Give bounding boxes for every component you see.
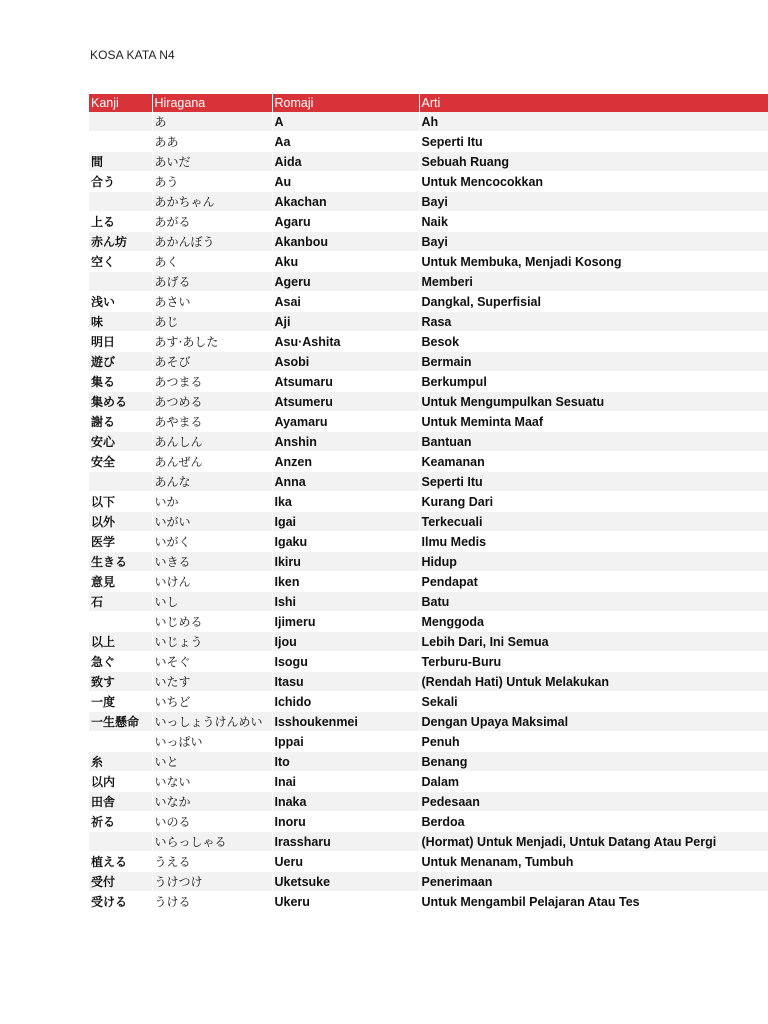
arti-cell: Naik: [419, 212, 768, 232]
kanji-cell: 集る: [89, 372, 152, 392]
table-row: [89, 572, 768, 592]
arti-cell: Lebih Dari, Ini Semua: [419, 632, 768, 652]
kanji-cell: 安心: [89, 432, 152, 452]
kanji-cell: [89, 472, 152, 492]
hiragana-cell: あく: [152, 252, 272, 272]
kanji-cell: 植える: [89, 852, 152, 872]
table-row: [89, 492, 768, 512]
kanji-cell: 一生懸命: [89, 712, 152, 732]
table-row: [89, 112, 768, 132]
arti-cell: Untuk Meminta Maaf: [419, 412, 768, 432]
table-row: [89, 872, 768, 892]
arti-cell: Pendapat: [419, 572, 768, 592]
romaji-cell: Asobi: [272, 352, 419, 372]
kanji-cell: 以下: [89, 492, 152, 512]
kanji-cell: 受ける: [89, 892, 152, 912]
romaji-cell: Au: [272, 172, 419, 192]
romaji-cell: Akachan: [272, 192, 419, 212]
hiragana-cell: あつまる: [152, 372, 272, 392]
table-row: [89, 372, 768, 392]
table-row: [89, 232, 768, 252]
arti-cell: Keamanan: [419, 452, 768, 472]
kanji-cell: 空く: [89, 252, 152, 272]
romaji-cell: Atsumaru: [272, 372, 419, 392]
romaji-cell: Anna: [272, 472, 419, 492]
romaji-cell: Inoru: [272, 812, 419, 832]
kanji-cell: 一度: [89, 692, 152, 712]
romaji-cell: Irassharu: [272, 832, 419, 852]
table-row: [89, 292, 768, 312]
kanji-cell: 集める: [89, 392, 152, 412]
arti-cell: Terkecuali: [419, 512, 768, 532]
kanji-cell: [89, 732, 152, 752]
table-row: [89, 892, 768, 912]
kanji-cell: 致す: [89, 672, 152, 692]
arti-cell: Bayi: [419, 192, 768, 212]
table-row: [89, 692, 768, 712]
kanji-cell: 謝る: [89, 412, 152, 432]
column-header-romaji: Romaji: [272, 94, 419, 112]
romaji-cell: Aku: [272, 252, 419, 272]
kanji-cell: 生きる: [89, 552, 152, 572]
arti-cell: Kurang Dari: [419, 492, 768, 512]
table-row: [89, 152, 768, 172]
kanji-cell: 田舎: [89, 792, 152, 812]
table-row: [89, 752, 768, 772]
romaji-cell: Ueru: [272, 852, 419, 872]
kanji-cell: 間: [89, 152, 152, 172]
hiragana-cell: あさい: [152, 292, 272, 312]
arti-cell: Seperti Itu: [419, 472, 768, 492]
kanji-cell: 意見: [89, 572, 152, 592]
kanji-cell: 急ぐ: [89, 652, 152, 672]
hiragana-cell: いたす: [152, 672, 272, 692]
hiragana-cell: あう: [152, 172, 272, 192]
kanji-cell: [89, 612, 152, 632]
romaji-cell: Ichido: [272, 692, 419, 712]
hiragana-cell: いない: [152, 772, 272, 792]
arti-cell: Penuh: [419, 732, 768, 752]
hiragana-cell: いちど: [152, 692, 272, 712]
hiragana-cell: うけつけ: [152, 872, 272, 892]
hiragana-cell: あげる: [152, 272, 272, 292]
romaji-cell: Ishi: [272, 592, 419, 612]
kanji-cell: 安全: [89, 452, 152, 472]
hiragana-cell: いし: [152, 592, 272, 612]
table-row: [89, 452, 768, 472]
kanji-cell: [89, 112, 152, 132]
kanji-cell: [89, 192, 152, 212]
romaji-cell: Ippai: [272, 732, 419, 752]
arti-cell: Sekali: [419, 692, 768, 712]
hiragana-cell: あそび: [152, 352, 272, 372]
table-row: [89, 792, 768, 812]
arti-cell: Besok: [419, 332, 768, 352]
kanji-cell: [89, 832, 152, 852]
arti-cell: Sebuah Ruang: [419, 152, 768, 172]
hiragana-cell: あす·あした: [152, 332, 272, 352]
column-header-hiragana: Hiragana: [152, 94, 272, 112]
kanji-cell: 以上: [89, 632, 152, 652]
table-row: [89, 432, 768, 452]
romaji-cell: Ika: [272, 492, 419, 512]
romaji-cell: Aa: [272, 132, 419, 152]
kanji-cell: [89, 272, 152, 292]
table-row: [89, 632, 768, 652]
romaji-cell: Itasu: [272, 672, 419, 692]
table-row: [89, 812, 768, 832]
hiragana-cell: いそぐ: [152, 652, 272, 672]
arti-cell: (Hormat) Untuk Menjadi, Untuk Datang Atau Pergi: [419, 832, 768, 852]
romaji-cell: Agaru: [272, 212, 419, 232]
kanji-cell: 浅い: [89, 292, 152, 312]
hiragana-cell: いと: [152, 752, 272, 772]
romaji-cell: A: [272, 112, 419, 132]
romaji-cell: Atsumeru: [272, 392, 419, 412]
kanji-cell: 明日: [89, 332, 152, 352]
hiragana-cell: いのる: [152, 812, 272, 832]
romaji-cell: Igaku: [272, 532, 419, 552]
arti-cell: Untuk Mencocokkan: [419, 172, 768, 192]
romaji-cell: Ukeru: [272, 892, 419, 912]
arti-cell: Seperti Itu: [419, 132, 768, 152]
kanji-cell: 祈る: [89, 812, 152, 832]
table-row: [89, 712, 768, 732]
romaji-cell: Asai: [272, 292, 419, 312]
table-row: [89, 592, 768, 612]
hiragana-cell: いがく: [152, 532, 272, 552]
table-row: [89, 772, 768, 792]
romaji-cell: Asu·Ashita: [272, 332, 419, 352]
arti-cell: Berkumpul: [419, 372, 768, 392]
arti-cell: Dalam: [419, 772, 768, 792]
table-row: [89, 312, 768, 332]
kanji-cell: 合う: [89, 172, 152, 192]
arti-cell: Untuk Mengambil Pelajaran Atau Tes: [419, 892, 768, 912]
kanji-cell: 医学: [89, 532, 152, 552]
table-row: [89, 172, 768, 192]
romaji-cell: Anzen: [272, 452, 419, 472]
romaji-cell: Inaka: [272, 792, 419, 812]
kanji-cell: 受付: [89, 872, 152, 892]
arti-cell: Berdoa: [419, 812, 768, 832]
kanji-cell: 糸: [89, 752, 152, 772]
kanji-cell: 遊び: [89, 352, 152, 372]
arti-cell: Bermain: [419, 352, 768, 372]
kanji-cell: 味: [89, 312, 152, 332]
table-header-row: [89, 94, 768, 112]
hiragana-cell: あかんぼう: [152, 232, 272, 252]
kanji-cell: 石: [89, 592, 152, 612]
column-header-arti: Arti: [419, 94, 768, 112]
arti-cell: Untuk Menanam, Tumbuh: [419, 852, 768, 872]
hiragana-cell: いっぱい: [152, 732, 272, 752]
romaji-cell: Anshin: [272, 432, 419, 452]
table-row: [89, 252, 768, 272]
hiragana-cell: うける: [152, 892, 272, 912]
arti-cell: Ilmu Medis: [419, 532, 768, 552]
arti-cell: Terburu-Buru: [419, 652, 768, 672]
hiragana-cell: いっしょうけんめい: [152, 712, 272, 732]
romaji-cell: Ijou: [272, 632, 419, 652]
hiragana-cell: いきる: [152, 552, 272, 572]
table-row: [89, 212, 768, 232]
table-body: [89, 112, 768, 912]
romaji-cell: Ageru: [272, 272, 419, 292]
table-row: [89, 192, 768, 212]
hiragana-cell: いじめる: [152, 612, 272, 632]
table-row: [89, 512, 768, 532]
hiragana-cell: あ: [152, 112, 272, 132]
hiragana-cell: あつめる: [152, 392, 272, 412]
arti-cell: Untuk Mengumpulkan Sesuatu: [419, 392, 768, 412]
document-title: KOSA KATA N4: [90, 48, 175, 62]
romaji-cell: Igai: [272, 512, 419, 532]
arti-cell: Pedesaan: [419, 792, 768, 812]
table-row: [89, 412, 768, 432]
kanji-cell: [89, 132, 152, 152]
hiragana-cell: いじょう: [152, 632, 272, 652]
table-row: [89, 852, 768, 872]
table-row: [89, 532, 768, 552]
table-row: [89, 652, 768, 672]
arti-cell: Hidup: [419, 552, 768, 572]
arti-cell: Ah: [419, 112, 768, 132]
hiragana-cell: あやまる: [152, 412, 272, 432]
hiragana-cell: ああ: [152, 132, 272, 152]
table-row: [89, 832, 768, 852]
table-row: [89, 392, 768, 412]
table-row: [89, 472, 768, 492]
arti-cell: Penerimaan: [419, 872, 768, 892]
arti-cell: Benang: [419, 752, 768, 772]
kanji-cell: 以外: [89, 512, 152, 532]
hiragana-cell: いけん: [152, 572, 272, 592]
hiragana-cell: あいだ: [152, 152, 272, 172]
table-row: [89, 732, 768, 752]
hiragana-cell: あんな: [152, 472, 272, 492]
arti-cell: (Rendah Hati) Untuk Melakukan: [419, 672, 768, 692]
hiragana-cell: あがる: [152, 212, 272, 232]
hiragana-cell: いらっしゃる: [152, 832, 272, 852]
hiragana-cell: あんしん: [152, 432, 272, 452]
romaji-cell: Isshoukenmei: [272, 712, 419, 732]
arti-cell: Bantuan: [419, 432, 768, 452]
arti-cell: Memberi: [419, 272, 768, 292]
romaji-cell: Ijimeru: [272, 612, 419, 632]
arti-cell: Dengan Upaya Maksimal: [419, 712, 768, 732]
arti-cell: Bayi: [419, 232, 768, 252]
table-row: [89, 132, 768, 152]
hiragana-cell: いか: [152, 492, 272, 512]
romaji-cell: Aji: [272, 312, 419, 332]
table-row: [89, 672, 768, 692]
table-row: [89, 552, 768, 572]
romaji-cell: Inai: [272, 772, 419, 792]
hiragana-cell: あかちゃん: [152, 192, 272, 212]
arti-cell: Batu: [419, 592, 768, 612]
table-row: [89, 332, 768, 352]
table-row: [89, 352, 768, 372]
romaji-cell: Ayamaru: [272, 412, 419, 432]
column-header-kanji: Kanji: [89, 94, 152, 112]
arti-cell: Dangkal, Superfisial: [419, 292, 768, 312]
hiragana-cell: いなか: [152, 792, 272, 812]
vocabulary-table: [89, 94, 768, 912]
table-row: [89, 272, 768, 292]
kanji-cell: 以内: [89, 772, 152, 792]
hiragana-cell: あんぜん: [152, 452, 272, 472]
romaji-cell: Uketsuke: [272, 872, 419, 892]
hiragana-cell: いがい: [152, 512, 272, 532]
hiragana-cell: あじ: [152, 312, 272, 332]
romaji-cell: Isogu: [272, 652, 419, 672]
arti-cell: Rasa: [419, 312, 768, 332]
romaji-cell: Aida: [272, 152, 419, 172]
arti-cell: Menggoda: [419, 612, 768, 632]
romaji-cell: Ito: [272, 752, 419, 772]
romaji-cell: Ikiru: [272, 552, 419, 572]
hiragana-cell: うえる: [152, 852, 272, 872]
kanji-cell: 赤ん坊: [89, 232, 152, 252]
romaji-cell: Iken: [272, 572, 419, 592]
arti-cell: Untuk Membuka, Menjadi Kosong: [419, 252, 768, 272]
table-row: [89, 612, 768, 632]
kanji-cell: 上る: [89, 212, 152, 232]
romaji-cell: Akanbou: [272, 232, 419, 252]
